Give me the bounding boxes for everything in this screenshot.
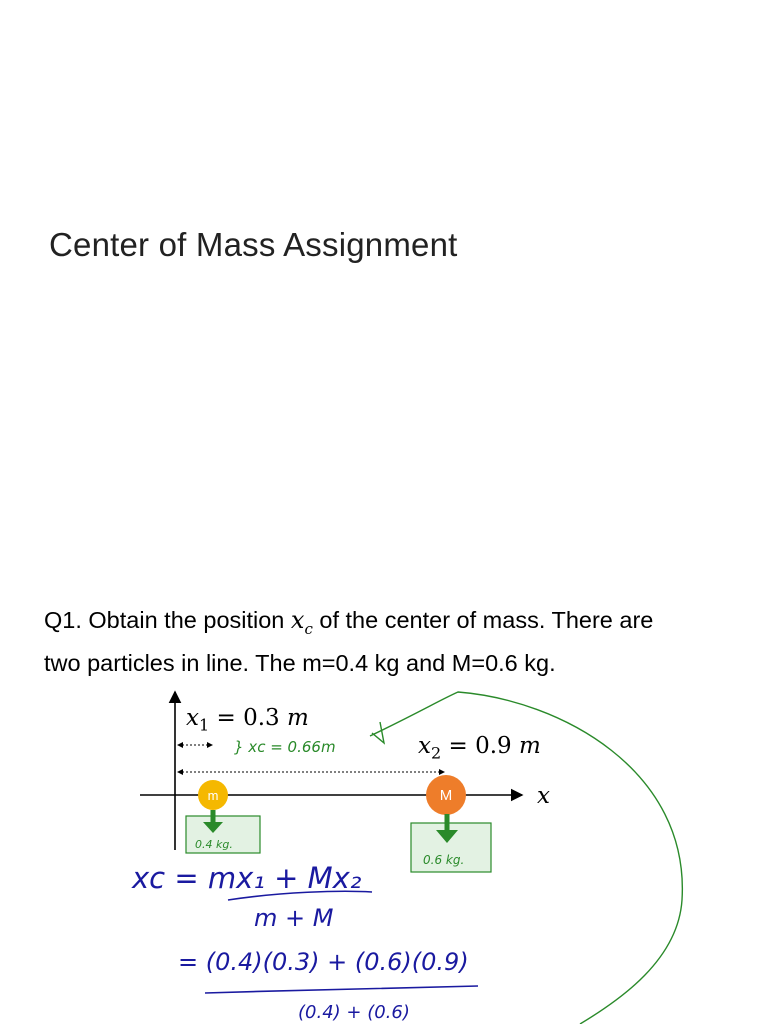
weight-arrow-M <box>411 814 491 872</box>
x2-label: $x_2 = 0.9$ m <box>418 733 541 763</box>
svg-text:M: M <box>439 787 453 804</box>
xc-variable: $x_c$ <box>290 606 313 638</box>
question-suffix: of the center of mass. There are two particles in line. The m=0.4 kg and M=0.6 kg. <box>44 607 654 676</box>
svg-text:xᴄ = mx₁ + Mx₂: xᴄ = mx₁ + Mx₂ <box>132 861 362 895</box>
x-axis-label: x <box>537 783 550 809</box>
svg-text:0.4 kg.: 0.4 kg. <box>195 838 233 851</box>
x1-label: $x_1 = 0.3$ m <box>186 705 309 735</box>
weight-arrow-m <box>186 810 260 853</box>
particle-M <box>426 775 466 815</box>
svg-text:= (0.4)(0.3) + (0.6)(0.9): = (0.4)(0.3) + (0.6)(0.9) <box>178 948 469 976</box>
svg-text:(0.4) + (0.6): (0.4) + (0.6) <box>298 1002 410 1023</box>
svg-text:m + M: m + M <box>254 904 334 932</box>
svg-text:0.6 kg.: 0.6 kg. <box>423 853 465 867</box>
particle-m <box>198 780 228 810</box>
question-prefix: Q1. Obtain the position <box>44 607 291 633</box>
page-title: Center of Mass Assignment <box>49 226 458 263</box>
svg-text:m: m <box>207 788 219 803</box>
handwritten-formula <box>131 861 478 1023</box>
handwritten-xc-result: } xᴄ = 0.66m <box>234 738 336 756</box>
